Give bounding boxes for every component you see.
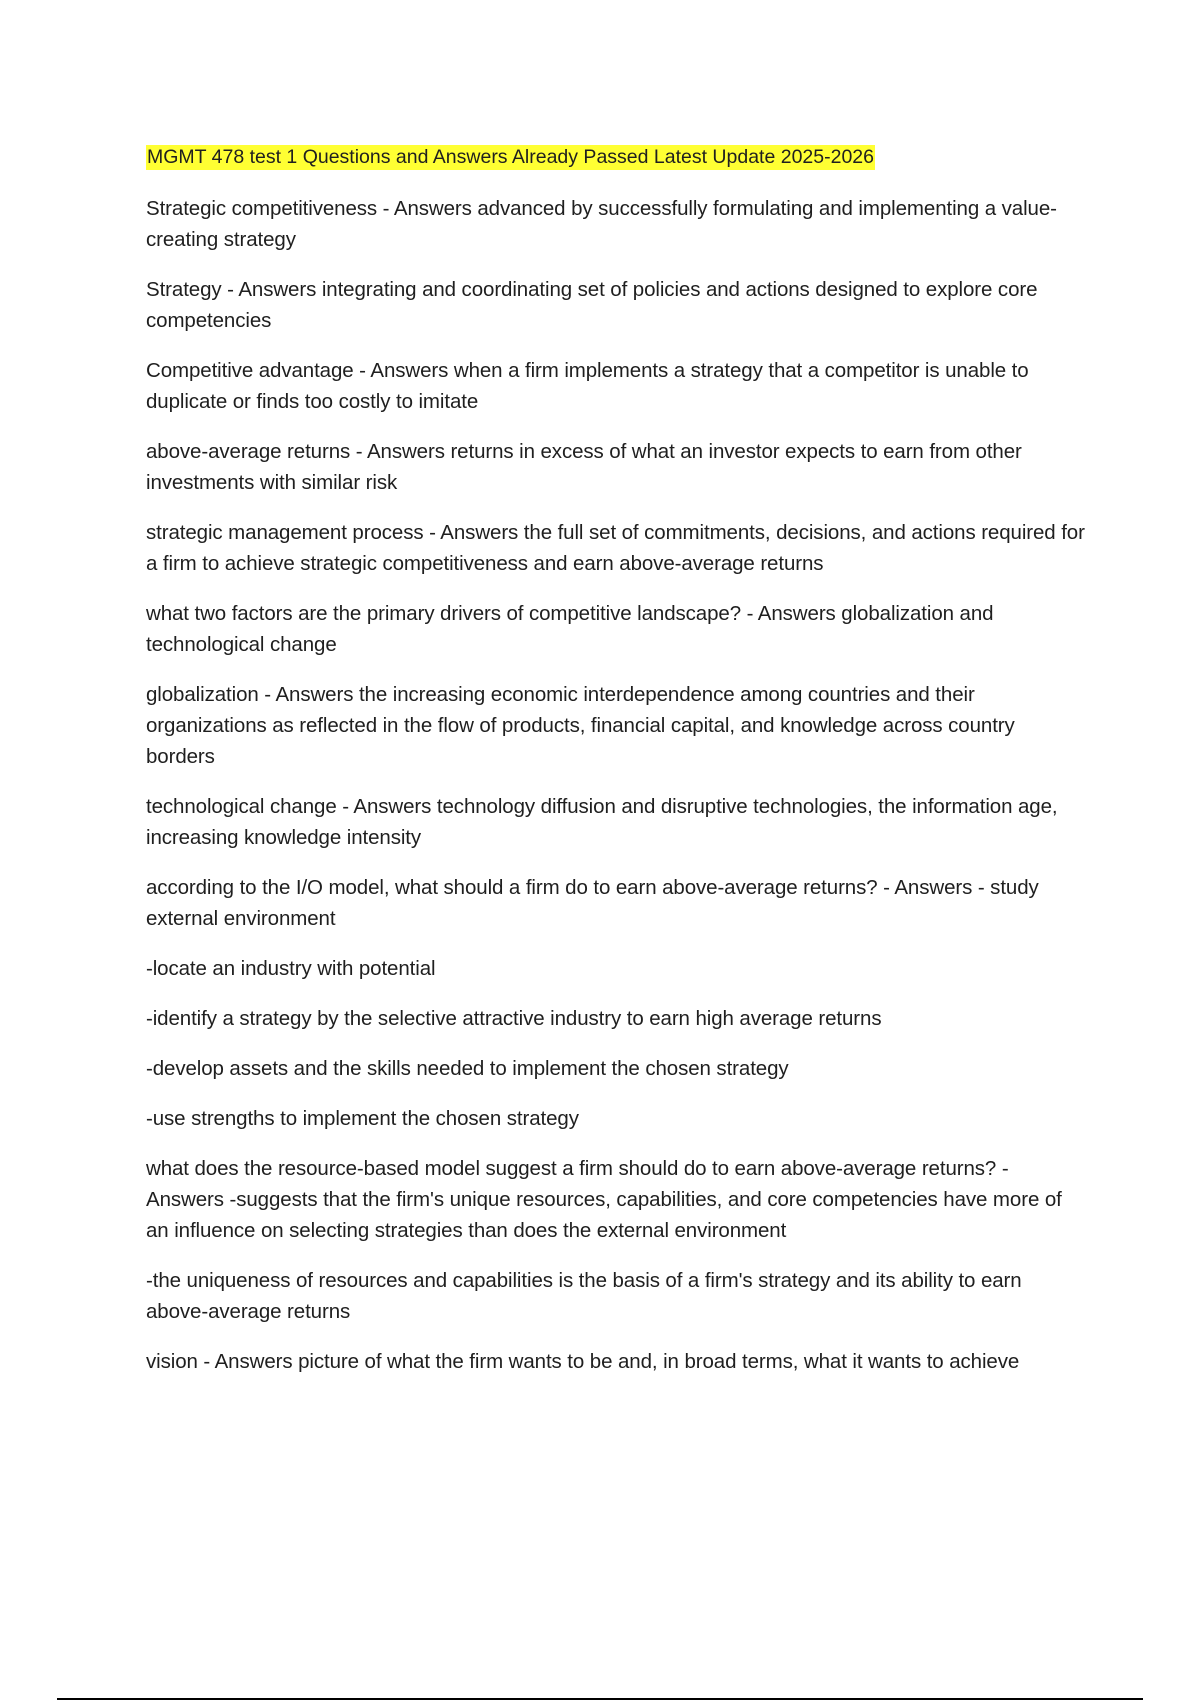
- document-title: MGMT 478 test 1 Questions and Answers Already Passed Latest Update 2025-2026: [147, 146, 874, 168]
- qa-technological-change: technological change - Answers technology diffusion and disruptive technologies, the information age, increasing knowledge intensity: [146, 795, 1058, 849]
- list-item-uniqueness-of-resources: -the uniqueness of resources and capabilities is the basis of a firm's strategy and its ability to earn above-average returns: [146, 1269, 1022, 1323]
- list-item-develop-assets: -develop assets and the skills needed to implement the chosen strategy: [146, 1057, 789, 1080]
- document-title-line: [146, 142, 1086, 173]
- qa-primary-drivers: what two factors are the primary drivers of competitive landscape? - Answers globalization and technological change: [146, 602, 994, 656]
- qa-strategic-management-process: strategic management process - Answers the full set of commitments, decisions, and actions required for a firm to achieve strategic competitiveness and earn above-average returns: [146, 521, 1085, 575]
- qa-globalization: globalization - Answers the increasing economic interdependence among countries and their organizations as reflected in the flow of products, financial capital, and knowledge across country borders: [146, 683, 1015, 768]
- qa-strategy: Strategy - Answers integrating and coordinating set of policies and actions designed to explore core competencies: [146, 278, 1038, 332]
- list-item-identify-strategy: -identify a strategy by the selective attractive industry to earn high average returns: [146, 1007, 882, 1030]
- document-body: [146, 142, 1086, 1396]
- qa-vision: vision - Answers picture of what the firm wants to be and, in broad terms, what it wants to achieve: [146, 1350, 1020, 1373]
- qa-competitive-advantage: Competitive advantage - Answers when a firm implements a strategy that a competitor is unable to duplicate or finds too costly to imitate: [146, 359, 1029, 413]
- list-item-locate-industry: -locate an industry with potential: [146, 957, 436, 980]
- qa-resource-based-model: what does the resource-based model suggest a firm should do to earn above-average returns? - Answers -suggests that the firm's unique resources, capabilities, and core competencies have more of an influence on selecting strategies than does the external environment: [146, 1157, 1062, 1242]
- qa-io-model: according to the I/O model, what should a firm do to earn above-average returns? - Answers - study external environment: [146, 876, 1039, 930]
- list-item-use-strengths: -use strengths to implement the chosen strategy: [146, 1107, 579, 1130]
- qa-above-average-returns: above-average returns - Answers returns in excess of what an investor expects to earn from other investments with similar risk: [146, 440, 1022, 494]
- qa-strategic-competitiveness: Strategic competitiveness - Answers advanced by successfully formulating and implementing a value-creating strategy: [146, 197, 1057, 251]
